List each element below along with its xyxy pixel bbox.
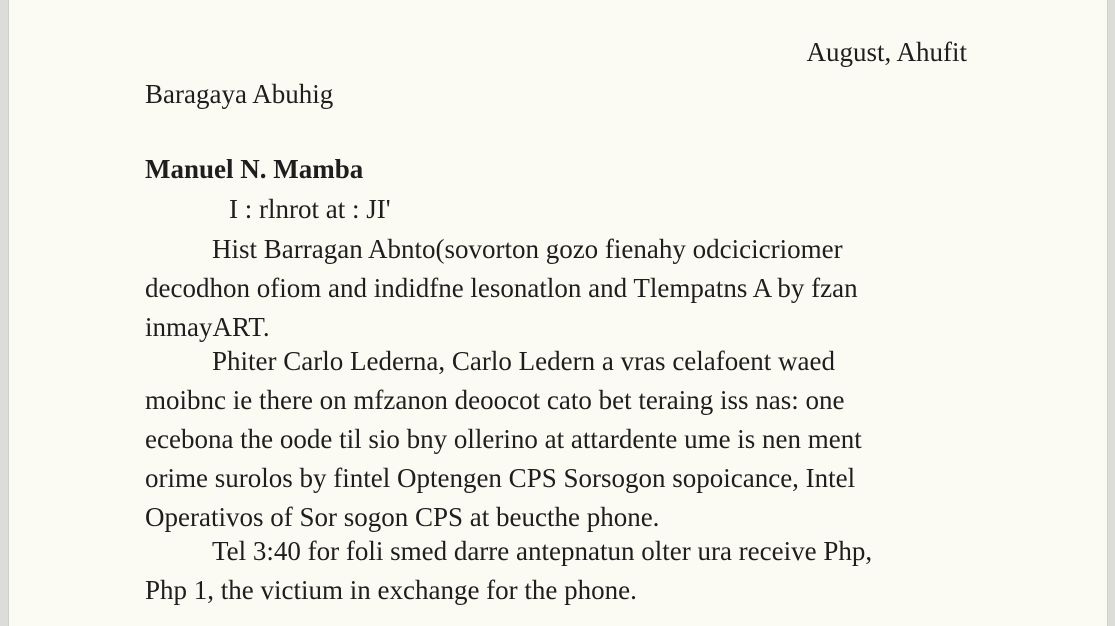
paragraph-line: Php 1, the victium in exchange for the phone.: [145, 575, 637, 605]
paragraph-line: moibnc ie there on mfzanon deoocot cato bet teraing iss nas: one: [145, 385, 845, 415]
paragraph-3: [145, 532, 969, 610]
letter-date: August, Ahufit: [806, 37, 967, 67]
paragraph-1: [145, 230, 969, 347]
paragraph-2: [145, 342, 969, 537]
paragraph-line: Hist Barragan Abnto(sovorton gozo fienahy odcicicriomer: [212, 234, 843, 264]
paragraph-line: inmayART.: [145, 312, 270, 342]
paragraph-line: Operativos of Sor sogon CPS at beucthe phone.: [145, 502, 660, 532]
reference-line: I : rlnrot at : JI': [229, 194, 391, 224]
paragraph-line: Phiter Carlo Lederna, Carlo Ledern a vras celafoent waed: [212, 346, 835, 376]
paragraph-line: ecebona the oode til sio bny ollerino at attardente ume is nen ment: [145, 424, 862, 454]
letter-place: Baragaya Abuhig: [145, 79, 334, 109]
paragraph-line: decodhon ofiom and indidfne lesonatlon and Tlempatns A by fzan: [145, 273, 858, 303]
paragraph-line: orime surolos by fintel Optengen CPS Sorsogon sopoicance, Intel: [145, 463, 856, 493]
paragraph-line: Tel 3:40 for foli smed darre antepnatun olter ura receive Php,: [212, 536, 873, 566]
letter-page: [8, 0, 1108, 626]
recipient-name: Manuel N. Mamba: [145, 154, 364, 184]
